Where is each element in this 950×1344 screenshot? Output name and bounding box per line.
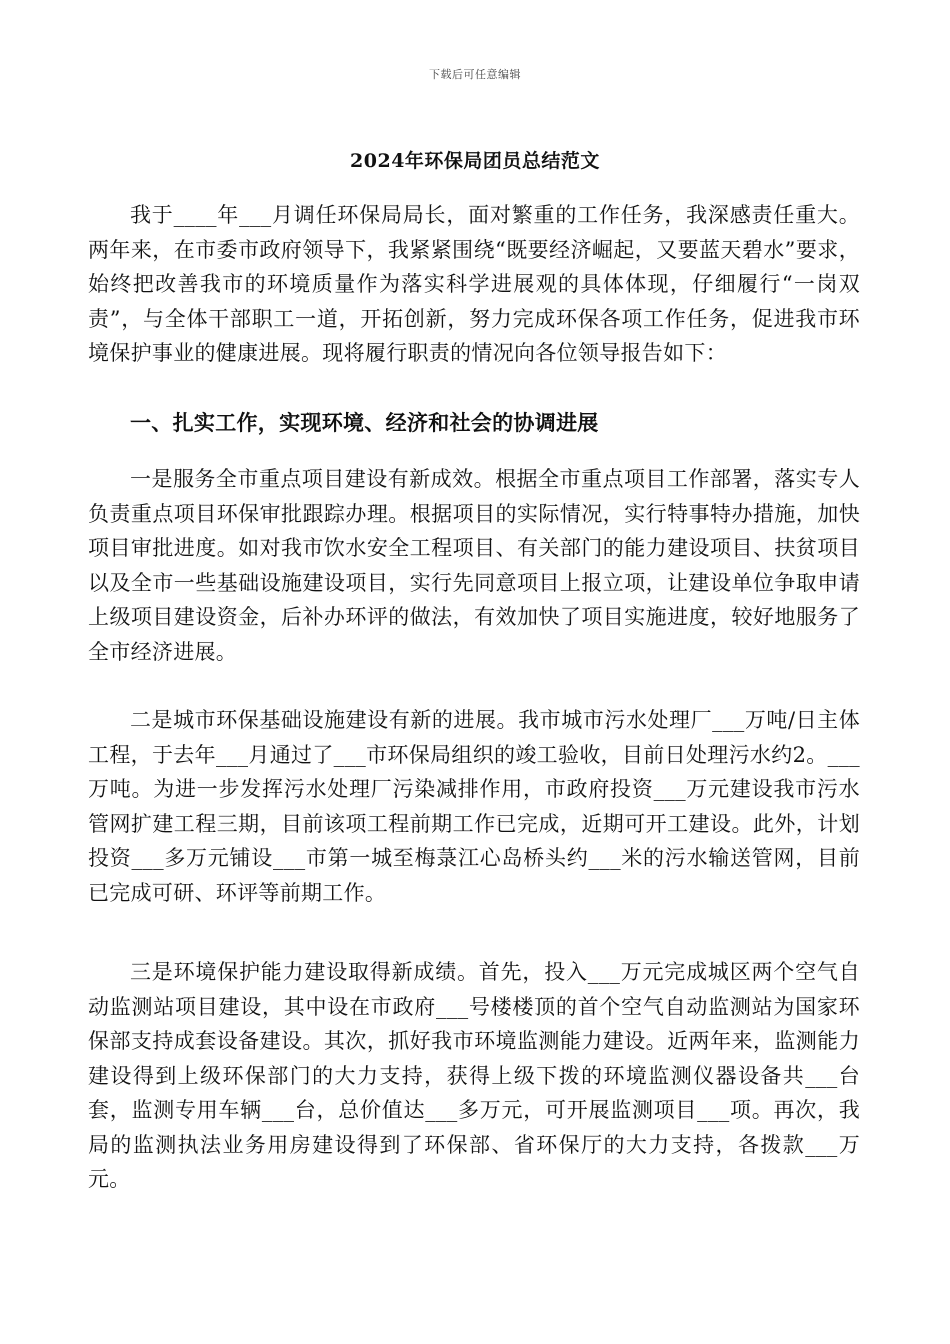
page-title: 2024年环保局团员总结范文 — [350, 150, 600, 172]
section-heading: 一、扎实工作，实现环境、经济和社会的协调进展 — [130, 410, 599, 435]
body-paragraph-1: 一是服务全市重点项目建设有新成效。根据全市重点项目工作部署，落实专人负责重点项目环保审批跟踪办理。根据项目的实际情况，实行特事特办措施，加快项目审批进度。如对我市饮水安全工程项目、有关部门的能力建设项目、扶贫项目以及全市一些基础设施建设项目，实行先同意项目上报立项，让建设单位争取申请上级项目建设资金，后补办环评的做法，有效加快了项目实施进度，较好地服务了全市经济进展。 — [88, 467, 860, 664]
body-paragraph-2: 二是城市环保基础设施建设有新的进展。我市城市污水处理厂___万吨/日主体工程，于去年___月通过了___市环保局组织的竣工验收，目前日处理污水约2。___万吨。为进一步发挥污水处理厂污染减排作用，市政府投资___万元建设我市污水管网扩建工程三期，目前该项工程前期工作已完成，近期可开工建设。此外，计划投资___多万元铺设___市第一城至梅菉江心岛桥头约___米的污水输送管网，目前已完成可研、环评等前期工作。 — [88, 708, 860, 905]
header-note: 下载后可任意编辑 — [429, 68, 521, 81]
intro-paragraph: 我于____年___月调任环保局局长，面对繁重的工作任务，我深感责任重大。两年来，在市委市政府领导下，我紧紧围绕“既要经济崛起，又要蓝天碧水”要求，始终把改善我市的环境质量作为落实科学进展观的具体体现，仔细履行“一岗双责”，与全体干部职工一道，开拓创新，努力完成环保各项工作任务，促进我市环境保护事业的健康进展。现将履行职责的情况向各位领导报告如下： — [88, 203, 860, 365]
body-paragraph-3: 三是环境保护能力建设取得新成绩。首先，投入___万元完成城区两个空气自动监测站项目建设，其中设在市政府___号楼楼顶的首个空气自动监测站为国家环保部支持成套设备建设。其次，抓好我市环境监测能力建设。近两年来，监测能力建设得到上级环保部门的大力支持，获得上级下拨的环境监测仪器设备共___台套，监测专用车辆___台，总价值达___多万元，可开展监测项目___项。再次，我局的监测执法业务用房建设得到了环保部、省环保厅的大力支持，各拨款___万元。 — [88, 960, 860, 1191]
